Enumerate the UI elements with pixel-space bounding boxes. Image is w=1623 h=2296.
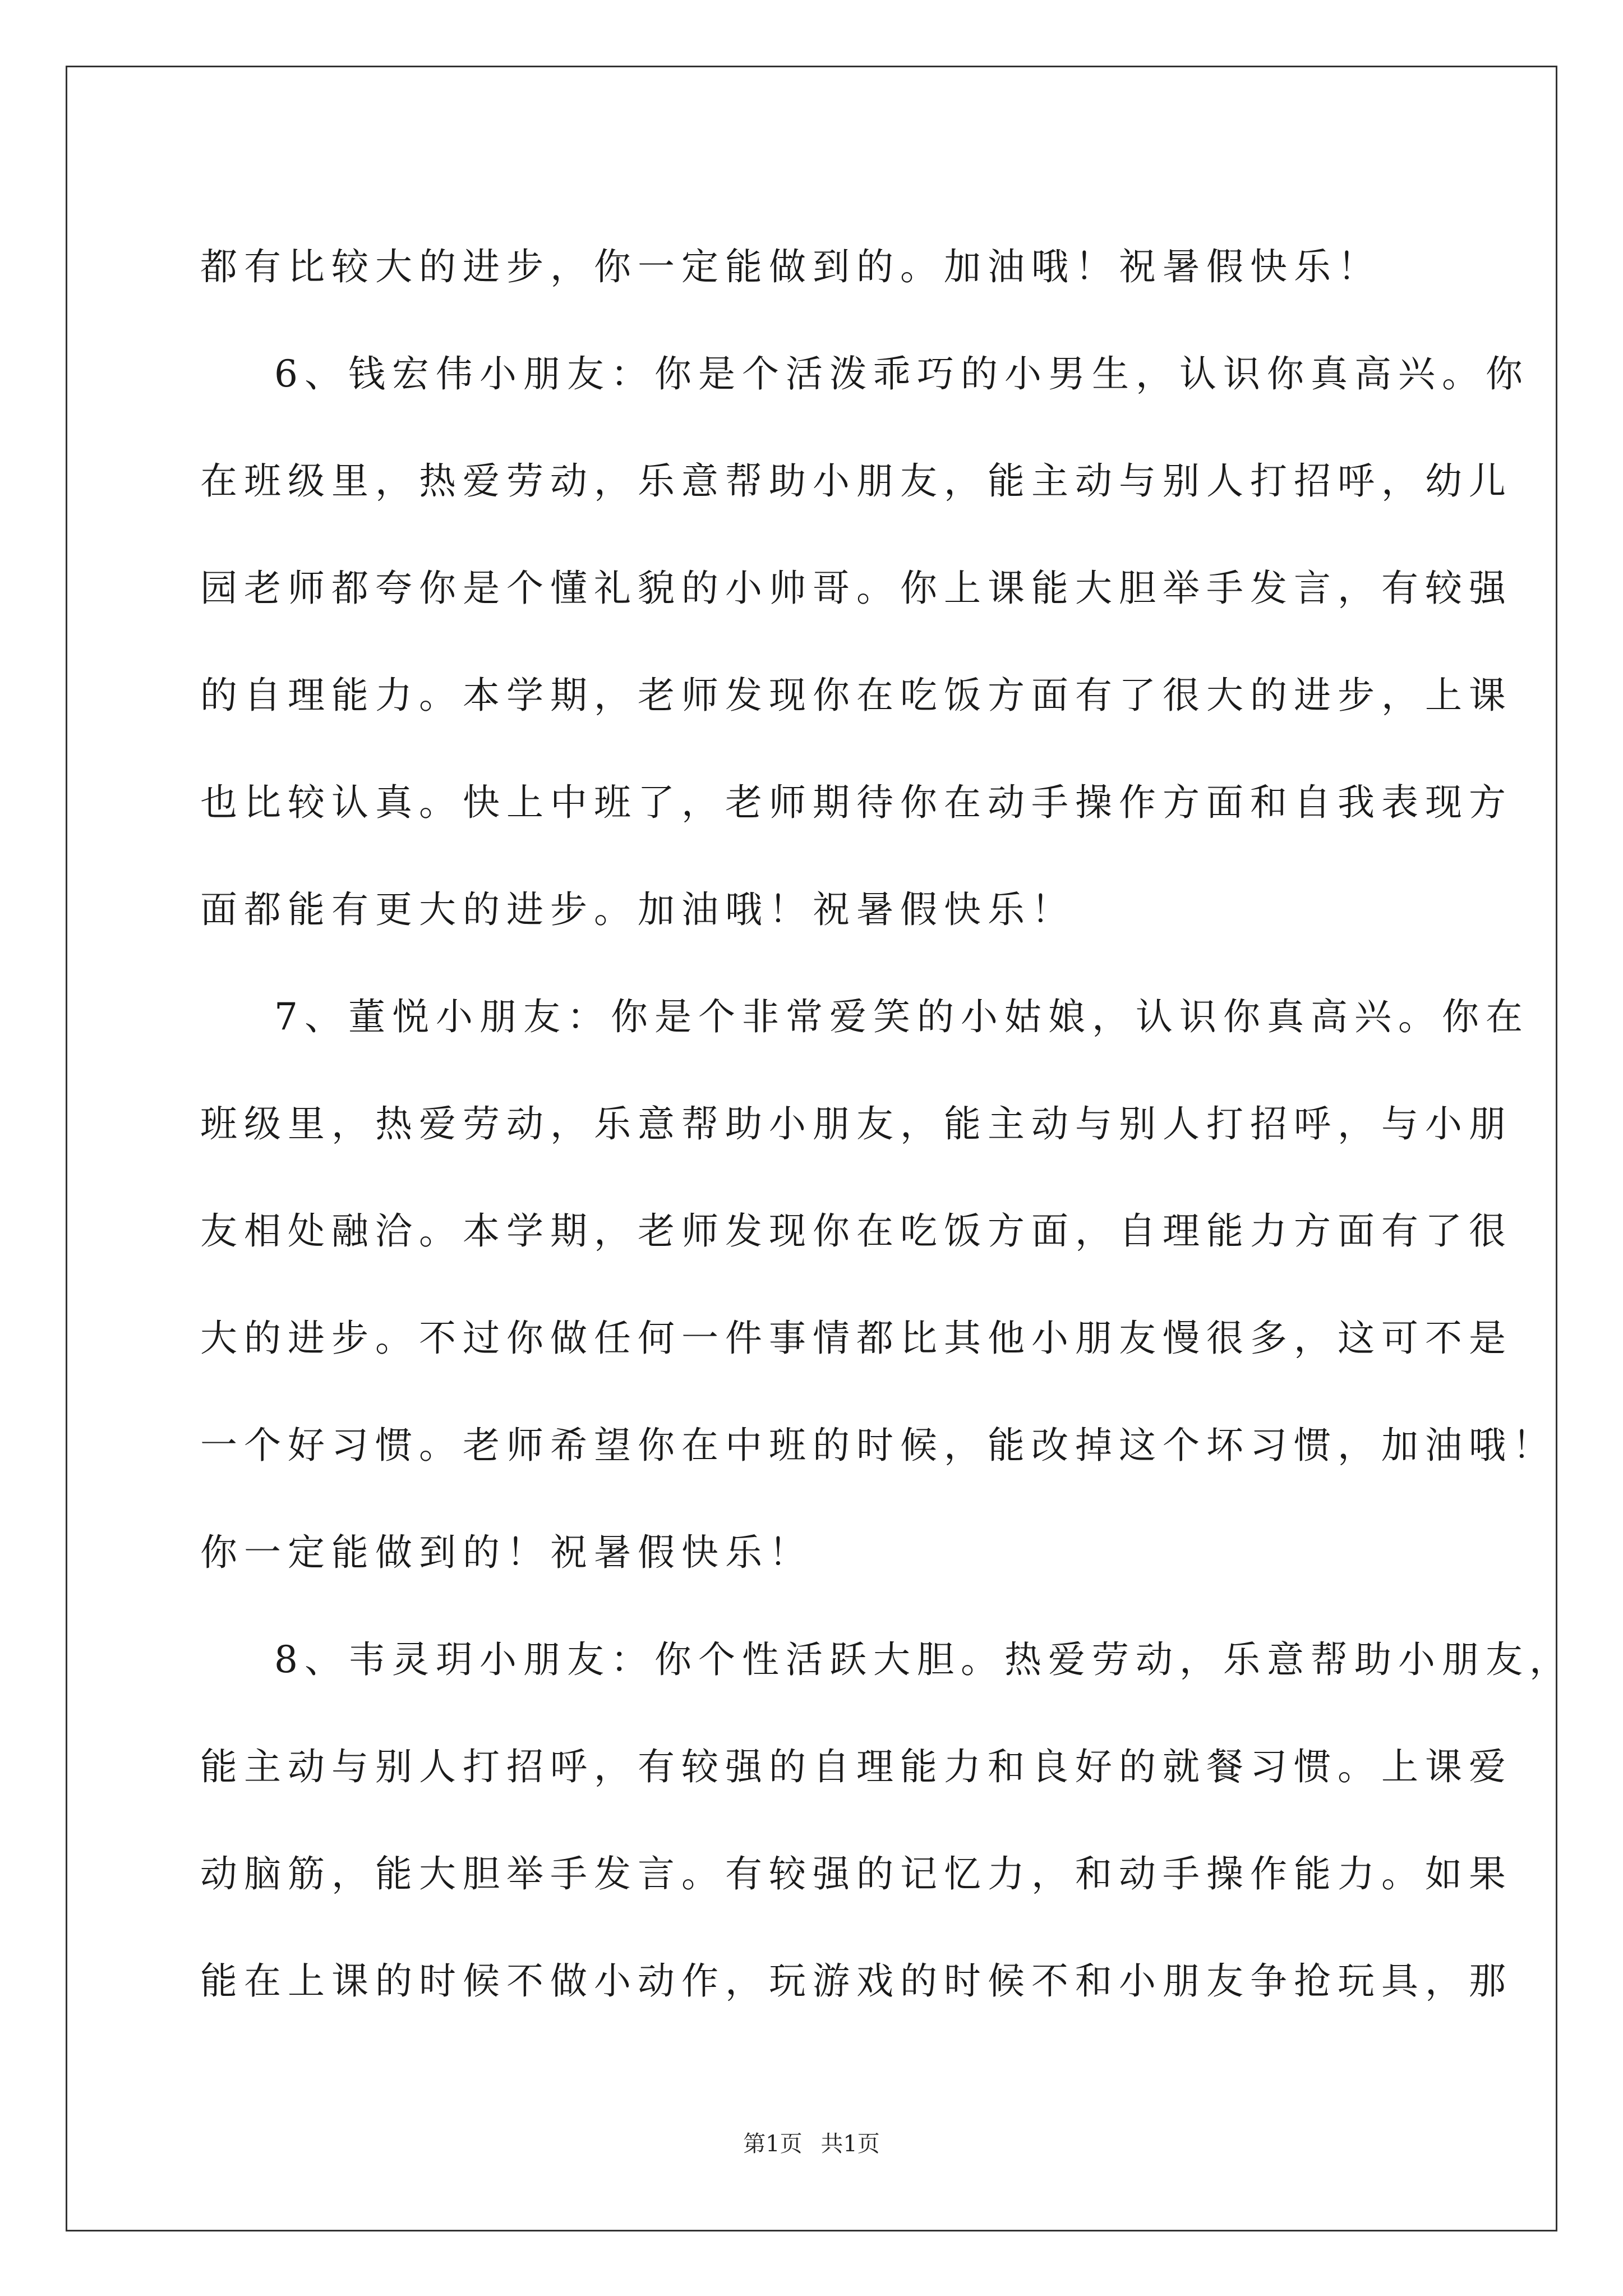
text-line: 都有比较大的进步，你一定能做到的。加油哦！祝暑假快乐！ (200, 245, 1381, 288)
document-body (200, 213, 1573, 2035)
text-line: 6、钱宏伟小朋友：你是个活泼乖巧的小男生，认识你真高兴。你 (274, 352, 1529, 395)
text-line: 面都能有更大的进步。加油哦！祝暑假快乐！ (200, 888, 1075, 931)
text-line: 能主动与别人打招呼，有较强的自理能力和良好的就餐习惯。上课爱 (200, 1745, 1513, 1788)
text-line: 动脑筋，能大胆举手发言。有较强的记忆力，和动手操作能力。如果 (200, 1852, 1513, 1895)
text-line: 你一定能做到的！祝暑假快乐！ (200, 1531, 813, 1574)
text-line: 的自理能力。本学期，老师发现你在吃饭方面有了很大的进步，上课 (200, 674, 1513, 717)
text-line: 8、韦灵玥小朋友：你个性活跃大胆。热爱劳动，乐意帮助小朋友， (274, 1638, 1573, 1681)
text-line: 大的进步。不过你做任何一件事情都比其他小朋友慢很多，这可不是 (200, 1317, 1513, 1360)
text-line: 7、董悦小朋友：你是个非常爱笑的小姑娘，认识你真高兴。你在 (274, 995, 1529, 1038)
page-number-footer: 第1页 共1页 (743, 2131, 880, 2157)
text-line: 一个好习惯。老师希望你在中班的时候，能改掉这个坏习惯，加油哦！ (200, 1424, 1556, 1467)
text-line: 班级里，热爱劳动，乐意帮助小朋友，能主动与别人打招呼，与小朋 (200, 1102, 1513, 1145)
text-line: 友相处融洽。本学期，老师发现你在吃饭方面，自理能力方面有了很 (200, 1209, 1513, 1253)
text-line: 在班级里，热爱劳动，乐意帮助小朋友，能主动与别人打招呼，幼儿 (200, 459, 1513, 503)
text-line: 园老师都夸你是个懂礼貌的小帅哥。你上课能大胆举手发言，有较强 (200, 567, 1513, 610)
text-line: 能在上课的时候不做小动作，玩游戏的时候不和小朋友争抢玩具，那 (200, 1959, 1513, 2003)
text-line: 也比较认真。快上中班了，老师期待你在动手操作方面和自我表现方 (200, 781, 1513, 824)
